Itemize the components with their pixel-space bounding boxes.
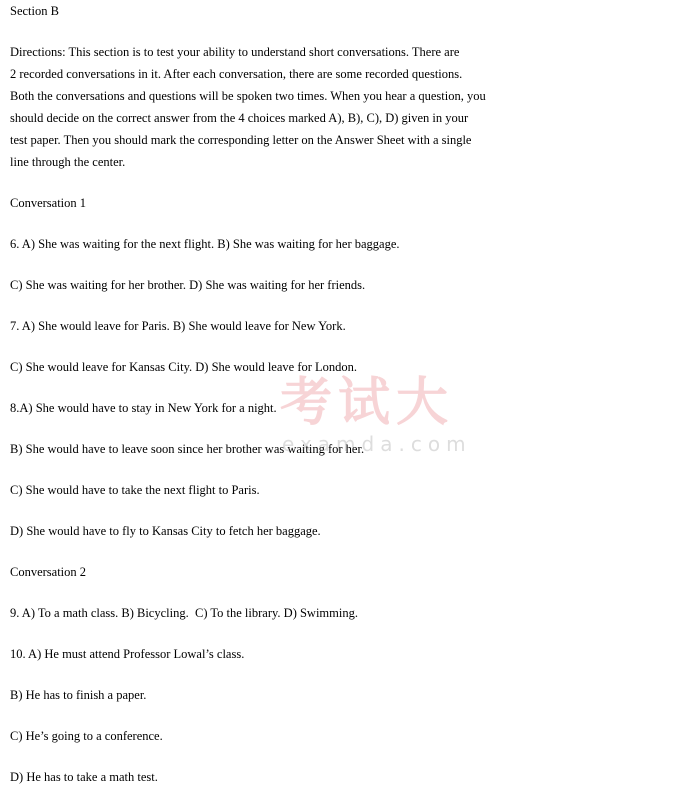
question-line: C) He’s going to a conference. [10, 729, 163, 743]
directions-line: Both the conversations and questions will be spoken two times. When you hear a question, you [10, 89, 486, 103]
question-line: 10. A) He must attend Professor Lowal’s class. [10, 647, 245, 661]
watermark-main-text: 考试大 [280, 373, 455, 433]
directions-line: test paper. Then you should mark the corresponding letter on the Answer Sheet with a single [10, 133, 472, 147]
question-line: 9. A) To a math class. B) Bicycling. C) To the library. D) Swimming. [10, 606, 358, 620]
question-line: D) He has to take a math test. [10, 770, 158, 784]
question-line: C) She would have to take the next flight to Paris. [10, 483, 260, 497]
question-line: 8.A) She would have to stay in New York for a night. [10, 401, 277, 415]
conversation-2-heading: Conversation 2 [10, 565, 87, 579]
question-line: C) She was waiting for her brother. D) She was waiting for her friends. [10, 278, 366, 292]
question-line: B) She would have to leave soon since her brother was waiting for her. [10, 442, 365, 456]
question-line: B) He has to finish a paper. [10, 688, 147, 702]
conversation-1-heading: Conversation 1 [10, 196, 87, 210]
question-line: D) She would have to fly to Kansas City to fetch her baggage. [10, 524, 321, 538]
question-line: C) She would leave for Kansas City. D) She would leave for London. [10, 360, 358, 374]
directions-line: 2 recorded conversations in it. After each conversation, there are some recorded questions. [10, 67, 463, 81]
watermark-sub-text: examda.com [282, 432, 472, 456]
question-line: 6. A) She was waiting for the next flight. B) She was waiting for her baggage. [10, 237, 400, 251]
directions-line: should decide on the correct answer from the 4 choices marked A), B), C), D) given in your [10, 111, 469, 125]
directions-line: line through the center. [10, 155, 126, 169]
question-line: 7. A) She would leave for Paris. B) She would leave for New York. [10, 319, 346, 333]
directions-line: Directions: This section is to test your ability to understand short conversations. There are [10, 45, 460, 59]
section-title: Section B [10, 4, 59, 18]
